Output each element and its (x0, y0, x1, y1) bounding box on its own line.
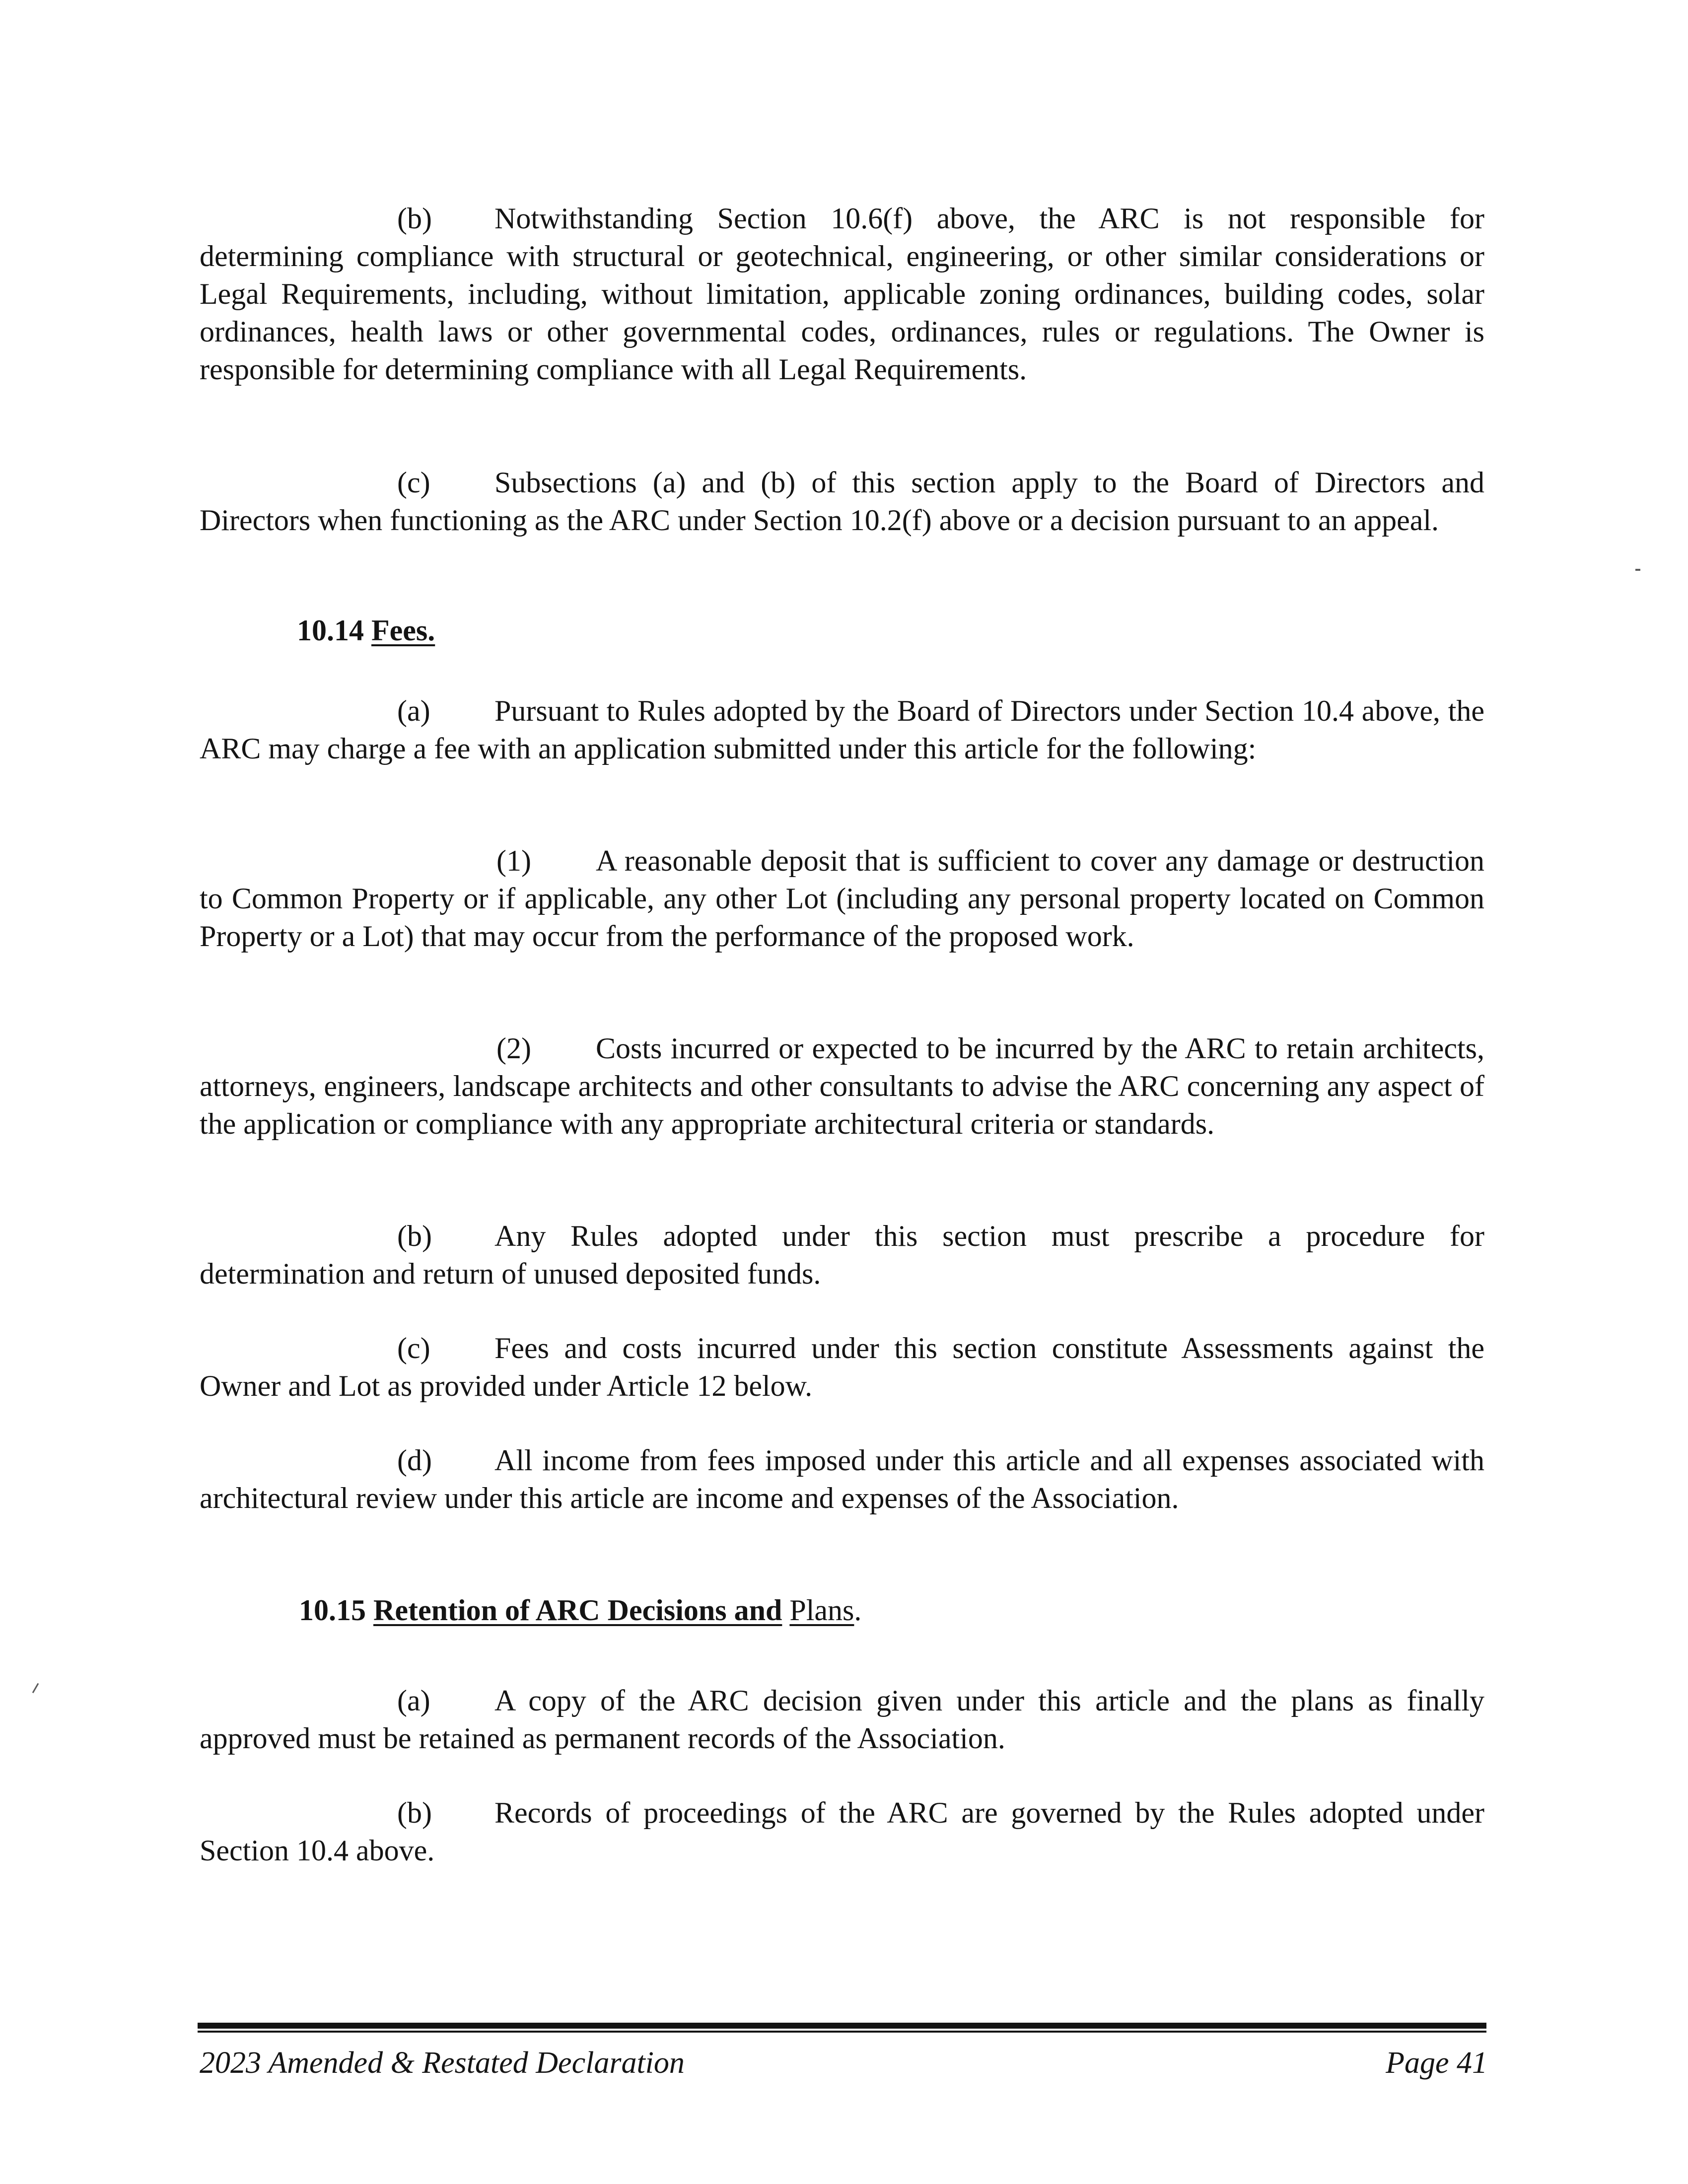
footer-document-title: 2023 Amended & Restated Declaration (200, 2046, 685, 2080)
section-title-bold: Retention of ARC Decisions and (373, 1594, 782, 1627)
paragraph-10-15-a (200, 1682, 1484, 1757)
section-title-period: . (854, 1594, 862, 1627)
section-heading-10-14 (297, 612, 435, 649)
paragraph-10-14-b (200, 1217, 1484, 1293)
paragraph-text: Costs incurred or expected to be incurred by the ARC to retain architects, attorneys, engineers, landscape architects and other consultants to advise the ARC concerning any aspect of the application or compliance with any appropriate architectural criteria or standards. (200, 1032, 1484, 1140)
paragraph-marker: (b) (397, 1796, 432, 1829)
paragraph-10-13-b (200, 200, 1484, 388)
paragraph-marker: (a) (397, 694, 430, 727)
footer-page-number: Page 41 (1386, 2046, 1487, 2080)
footer-rule (198, 2023, 1486, 2029)
paragraph-10-14-c (200, 1329, 1484, 1405)
paragraph-10-14-d (200, 1441, 1484, 1517)
paragraph-marker: (a) (397, 1684, 430, 1717)
paragraph-marker: (b) (397, 202, 432, 235)
footer-rule-thin (198, 2031, 1486, 2033)
scan-speck (1635, 569, 1640, 571)
paragraph-marker: (1) (496, 844, 531, 877)
section-title-plain: Plans (789, 1594, 854, 1627)
paragraph-10-14-a-1 (200, 842, 1484, 955)
scan-speck (32, 1683, 39, 1694)
paragraph-10-14-a-2 (200, 1029, 1484, 1143)
paragraph-marker: (c) (397, 1332, 430, 1365)
paragraph-text: A copy of the ARC decision given under this article and the plans as finally approved must be retained as permanent records of the Association. (200, 1684, 1484, 1755)
paragraph-text: Notwithstanding Section 10.6(f) above, the ARC is not responsible for determining compliance with structural or geotechnical, engineering, or other similar considerations or Legal Requirements, including, without limitation, applicable zoning ordinances, building codes, solar ordinances, health laws or other governmental codes, ordinances, rules or regulations. The Owner is responsible for determining compliance with all Legal Requirements. (200, 202, 1484, 386)
paragraph-marker: (2) (496, 1032, 531, 1065)
paragraph-text: A reasonable deposit that is sufficient to cover any damage or destruction to Common Property or if applicable, any other Lot (including any personal property located on Common Property or a Lot) that may occur from the performance of the proposed work. (200, 844, 1484, 953)
paragraph-10-14-a (200, 692, 1484, 767)
paragraph-marker: (c) (397, 466, 430, 499)
section-title: Fees. (371, 614, 435, 647)
section-heading-10-15 (299, 1591, 861, 1629)
paragraph-10-13-c (200, 464, 1484, 539)
section-number: 10.15 (299, 1594, 366, 1627)
paragraph-text: Pursuant to Rules adopted by the Board of Directors under Section 10.4 above, the ARC may charge a fee with an application submitted under this article for the following: (200, 694, 1484, 765)
paragraph-text: Subsections (a) and (b) of this section apply to the Board of Directors and Directors when functioning as the ARC under Section 10.2(f) above or a decision pursuant to an appeal. (200, 466, 1484, 537)
paragraph-10-15-b (200, 1794, 1484, 1869)
paragraph-marker: (b) (397, 1220, 432, 1252)
paragraph-text: Fees and costs incurred under this section constitute Assessments against the Owner and Lot as provided under Article 12 below. (200, 1332, 1484, 1402)
paragraph-text: Records of proceedings of the ARC are governed by the Rules adopted under Section 10.4 above. (200, 1796, 1484, 1867)
paragraph-text: Any Rules adopted under this section must prescribe a procedure for determination and return of unused deposited funds. (200, 1220, 1484, 1290)
paragraph-marker: (d) (397, 1444, 432, 1477)
section-number: 10.14 (297, 614, 364, 647)
paragraph-text: All income from fees imposed under this article and all expenses associated with architectural review under this article are income and expenses of the Association. (200, 1444, 1484, 1514)
